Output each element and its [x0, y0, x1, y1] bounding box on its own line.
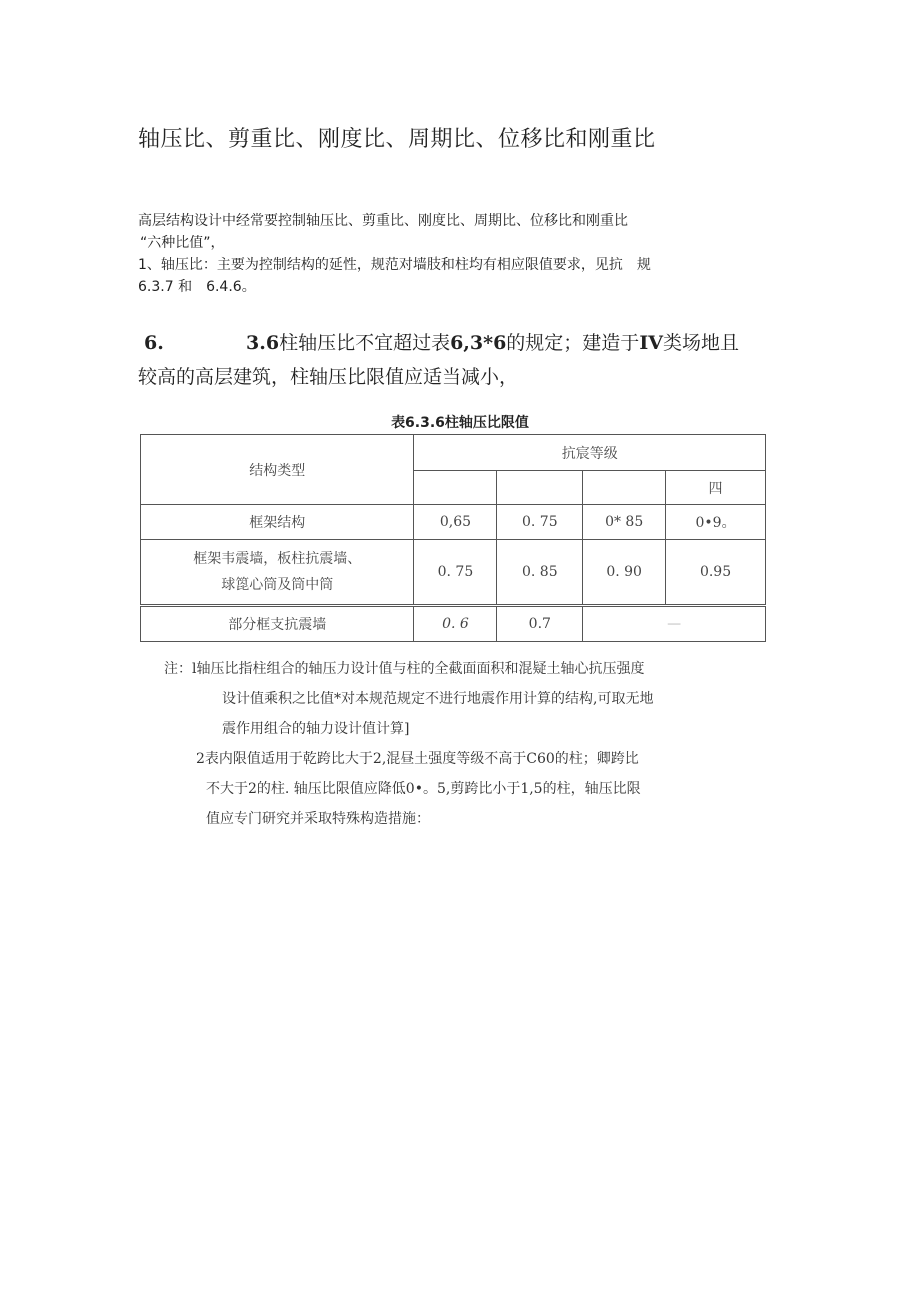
- axial-ratio-table: [140, 434, 766, 642]
- intro-paragraph: [138, 210, 778, 298]
- clause-6-3-6: [138, 326, 778, 394]
- intro-line: 6.3.7 和 6.4.6。: [138, 279, 256, 295]
- value-cell: 0. 6: [414, 606, 497, 642]
- value-cell: 0. 85: [497, 540, 583, 606]
- note-line: 值应专门研究并采取特殊构造措施：: [206, 811, 430, 827]
- structure-type-line: 框架韦震墙，板柱抗震墙、: [193, 551, 362, 567]
- table-row: [141, 505, 766, 540]
- value-cell: 0.95: [666, 540, 766, 606]
- intro-line: “六种比值”，: [140, 235, 225, 251]
- value-cell: 0. 75: [497, 505, 583, 540]
- note-line: 震作用组合的轴力设计值计算]: [222, 721, 410, 737]
- note-line: 2表内限值适用于乾跨比大于2,混昼土强度等级不高于C60的柱；卿跨比: [196, 751, 639, 767]
- value-cell: 0* 85: [583, 505, 666, 540]
- document-title: 轴压比、剪重比、刚度比、周期比、位移比和刚重比: [138, 127, 656, 152]
- table-notes: [164, 654, 774, 834]
- structure-type-cell: [141, 540, 414, 606]
- value-cell-dash: —: [583, 606, 766, 642]
- clause-site-class: IV: [639, 332, 663, 354]
- clause-line-1: [138, 326, 778, 360]
- table-row: [141, 606, 766, 642]
- grade-label: [414, 471, 497, 505]
- structure-type-cell: 部分框支抗震墙: [141, 606, 414, 642]
- grade-label: [583, 471, 666, 505]
- table-caption: 表6.3.6柱轴压比限值: [391, 415, 529, 431]
- header-seismic-grade: 抗宸等级: [414, 435, 766, 471]
- structure-type-line: 球箆心筒及筒中筒: [221, 577, 334, 593]
- clause-text: 柱轴压比不宜超过表: [279, 332, 451, 354]
- intro-line: 高层结构设计中经常要控制轴压比、剪重比、刚度比、周期比、位移比和刚重比: [138, 213, 628, 229]
- value-cell: 0. 90: [583, 540, 666, 606]
- note-line: 设计值乘积之比值*对本规范规定不进行地震作用计算的结构,可取无地: [222, 691, 654, 707]
- note-line: 不大于2的柱. 轴压比限值应降低0•。5,剪跨比小于1,5的柱，轴压比限: [206, 781, 641, 797]
- intro-line: 1、轴压比：主要为控制结构的延性，规范对墙肢和柱均有相应限值要求，见抗 规: [138, 257, 651, 273]
- value-cell: 0,65: [414, 505, 497, 540]
- clause-text: 类场地且: [662, 332, 739, 354]
- value-cell: 0.7: [497, 606, 583, 642]
- table-row: [141, 540, 766, 606]
- clause-line-2: 较高的高层建筑，柱轴压比限值应适当减小，: [138, 366, 519, 388]
- structure-type-cell: 框架结构: [141, 505, 414, 540]
- value-cell: 0. 75: [414, 540, 497, 606]
- grade-label: [497, 471, 583, 505]
- clause-number: 6.: [144, 332, 164, 354]
- clause-table-ref: 6,3*6: [450, 332, 507, 354]
- note-line: 注：l轴压比指柱组合的轴压力设计值与柱的全截面面积和混疑土轴心抗压强度: [164, 661, 645, 677]
- header-structure-type: 结构类型: [141, 435, 414, 505]
- clause-ref: 3.6: [246, 332, 280, 354]
- grade-label: 四: [666, 471, 766, 505]
- value-cell: 0•9。: [666, 505, 766, 540]
- table-header-row: [141, 435, 766, 471]
- clause-text: 的规定；建造于: [506, 332, 640, 354]
